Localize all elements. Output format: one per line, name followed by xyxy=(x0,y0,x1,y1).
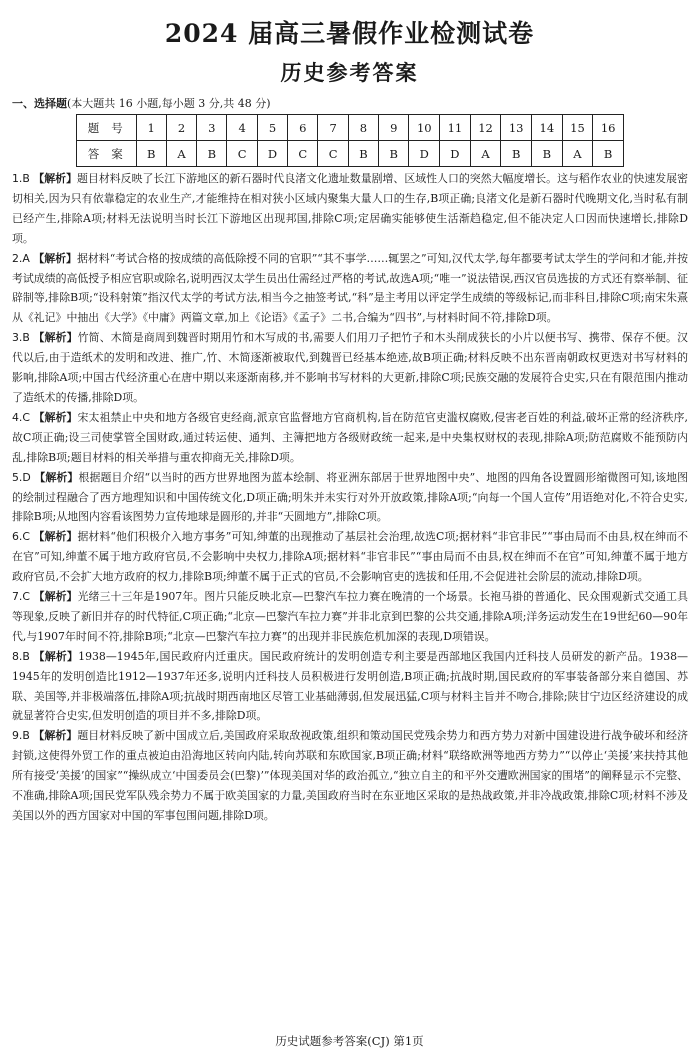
answer-cell: C xyxy=(288,141,318,167)
item-number: 3.B xyxy=(12,331,30,345)
answer-row xyxy=(77,141,624,167)
answer-cell: A xyxy=(562,141,593,167)
answer-table xyxy=(76,114,624,167)
question-number-cell: 14 xyxy=(532,115,563,141)
item-text: 题目材料反映了新中国成立后,美国政府采取敌视政策,组织和策动国民党残余势力和西方势力对新中国建设进行战争破坏和经济封锁,这使得外贸工作的重点被迫由沿海地区转向内陆,转向苏联和东欧国家,B项正确;材料“联络欧洲等地西方势力”“以停止‘美援’来扶持其他所有接受‘美援’的国家”“操纵成立‘中国委员会(巴黎)’”体现美国对华的政治孤立,“独立自主的和平外交遭欧洲国家的围堵”的阐释显示不完整、不准确,排除A项;国民党军队残余势力不属于欧美国家的力量,美国政府当时在东亚地区采取的是热战政策,并非冷战政策,排除C项;材料不涉及美国以外的西方国家对中国的军事包围问题,排除D项。 xyxy=(12,729,688,822)
question-number-cell: 4 xyxy=(227,115,257,141)
answer-cell: B xyxy=(593,141,624,167)
item-text: 题目材料反映了长江下游地区的新石器时代良渚文化遗址数量剧增、区域性人口的突然大幅度增长。这与稻作农业的快速发展密切相关,因为只有依靠稳定的农业生产,才能维持在相对狭小区域内聚集大量人口的生存,B项正确;良渚文化是新石器时代晚期文化,当时私有制已经产生,排除A项;材料无法说明当时长江下游地区出现邦国,排除C项;定居确实能够使生活渐趋稳定,但不能决定人口因而快速增长,排除D项。 xyxy=(12,172,688,245)
item-text: 宋太祖禁止中央和地方各级官吏经商,派京官监督地方官商机构,旨在防范官吏滥权腐败,侵害老百姓的利益,破坏正常的经济秩序,故C项正确;设三司使掌管全国财政,通过转运使、通判、主簿把地方各级财政统一起来,是中央集权财权的表现,排除A项;防范腐败不能预防内乱,排除B项;题目材料的相关举措与重农抑商无关,排除D项。 xyxy=(12,410,688,464)
explanation-item xyxy=(12,726,688,826)
item-number: 4.C xyxy=(12,410,30,424)
row-label-answer: 答案 xyxy=(77,141,137,167)
question-number-cell: 7 xyxy=(318,115,348,141)
item-number: 2.A xyxy=(12,251,30,265)
section-label: 一、选择题 xyxy=(12,97,67,110)
explanation-list xyxy=(12,169,688,826)
answer-cell: A xyxy=(470,141,501,167)
analysis-tag: 【解析】 xyxy=(33,649,79,663)
question-number-cell: 16 xyxy=(593,115,624,141)
page-footer: 历史试题参考答案(CJ) 第1页 xyxy=(275,1034,424,1048)
question-number-cell: 5 xyxy=(257,115,287,141)
item-text: 竹简、木简是商周到魏晋时期用竹和木写成的书,需要人们用刀子把竹子和木头削成狭长的小片以便书写、携带、保存不便。汉代以后,由于造纸术的发明和改进、推广,竹、木简逐渐被取代,到魏晋已经基本绝迹,故B项正确;材料反映不出东晋南朝政权更迭对书写材料的影响,排除A项;中国古代经济重心在唐中期以来逐渐南移,并不影响书写材料的大更新,排除C项;民族交融的发展符合史实,只在有限范围内推动了造纸术的传播,排除D项。 xyxy=(12,331,688,404)
item-text: 1938—1945年,国民政府内迁重庆。国民政府统计的发明创造专利主要是西部地区我国内迁科技人员研发的新产品。1938—1945年的发明创造比1912—1937年还多,说明内迁科技人员积极进行发明创造,B项正确;抗战时期,国民政府的军事装备部分来自德国、苏联、美国等,并非极端落伍,排除A项;抗战时期西南地区尽管工业基础薄弱,但发展迅猛,C项与材料主旨并不吻合,排除;陕甘宁边区经济建设的成就显著符合史实,但发明创造的项目并不多,排除D项。 xyxy=(12,649,688,723)
question-number-cell: 15 xyxy=(562,115,593,141)
item-number: 1.B xyxy=(12,172,30,185)
question-number-cell: 6 xyxy=(288,115,318,141)
item-number: 9.B xyxy=(12,729,30,743)
answer-cell: D xyxy=(409,141,440,167)
analysis-tag: 【解析】 xyxy=(33,251,77,265)
explanation-item xyxy=(12,249,688,329)
item-number: 7.C xyxy=(12,590,30,604)
item-number: 6.C xyxy=(12,530,30,544)
answer-cell: B xyxy=(532,141,563,167)
answer-cell: D xyxy=(440,141,471,167)
answer-cell: A xyxy=(166,141,196,167)
question-number-cell: 8 xyxy=(348,115,378,141)
answer-cell: D xyxy=(257,141,287,167)
question-number-cell: 2 xyxy=(166,115,196,141)
explanation-item xyxy=(12,169,688,249)
analysis-tag: 【解析】 xyxy=(33,530,78,544)
item-number: 5.D xyxy=(12,470,31,484)
question-number-cell: 11 xyxy=(440,115,471,141)
analysis-tag: 【解析】 xyxy=(33,172,78,185)
page-title: 2024 届高三暑假作业检测试卷 xyxy=(164,19,535,48)
question-number-cell: 9 xyxy=(379,115,409,141)
item-text: 据材料“他们积极介入地方事务”可知,绅董的出现推动了基层社会治理,故选C项;据材料“非官非民”“事由局而不由县,权在绅而不在官”可知,绅董不属于地方政府官员,不会影响中央权力,排除A项;据材料“非官非民”“事由局而不由县,权在绅而不在官”可知,绅董不属于地方政府官员,不会扩大地方政府的权力,排除B项;绅董不属于正式的官员,不会影响官吏的选拔和任用,不会促进社会阶层的流动,排除D项。 xyxy=(12,530,688,584)
answer-cell: C xyxy=(227,141,257,167)
answer-cell: B xyxy=(501,141,532,167)
item-text: 根据题目介绍“以当时的西方世界地图为蓝本绘制、将亚洲东部居于世界地图中央”、地图的四角各设置圆形缩微图可知,该地图的绘制过程融合了西方地理知识和中国传统文化,D项正确;明朱并未实行对外开放政策,排除A项;“向每一个国人宣传”用语绝对化,不符合史实,排除B项;从地图内容看该图势力宣传地球是圆形的,并非“天圆地方”,排除C项。 xyxy=(12,470,688,524)
analysis-tag: 【解析】 xyxy=(33,590,78,604)
row-label-number: 题号 xyxy=(77,115,137,141)
question-number-cell: 1 xyxy=(136,115,166,141)
item-text: 据材料“考试合格的按成绩的高低除授不同的官职”“其不事学……辄罢之”可知,汉代太学,每年都要考试太学生的学问和才能,并按考试成绩的高低授予相应官职或除名,说明西汉太学生员出仕需经过严格的考试,故选A项;“唯一”说法错误,西汉官员选拔的方式还有察举制、征辟制等,排除B项;“设科射策”指汉代太学的考试方法,相当今之抽签考试,“科”是主考用以评定学生成绩的等级标记,而非科目,排除C项;南宋朱熹从《礼记》中抽出《大学》《中庸》两篇文章,加上《论语》《孟子》二书,合编为“四书”,与材料时间不符,排除D项。 xyxy=(12,251,688,325)
question-number-cell: 12 xyxy=(470,115,501,141)
question-number-cell: 10 xyxy=(409,115,440,141)
explanation-item xyxy=(12,587,688,647)
explanation-item xyxy=(12,647,688,727)
question-number-row xyxy=(77,115,624,141)
item-text: 光绪三十三年是1907年。图片只能反映北京—巴黎汽车拉力赛在晚清的一个场景。长袍马褂的普通化、民众围观新式交通工具等现象,反映了新旧并存的时代特征,C项正确;“北京—巴黎汽车拉力赛”并非北京到巴黎的公共交通,排除A项;洋务运动发生在19世纪60—90年代,与1907年时间不符,排除B项;“北京—巴黎汽车拉力赛”的出现并非民族危机加深的表现,D项错误。 xyxy=(12,590,688,643)
question-number-cell: 3 xyxy=(197,115,227,141)
section-heading xyxy=(12,95,271,111)
analysis-tag: 【解析】 xyxy=(33,729,78,743)
analysis-tag: 【解析】 xyxy=(34,470,79,484)
explanation-item xyxy=(12,527,688,587)
answer-cell: B xyxy=(197,141,227,167)
page-subtitle: 历史参考答案 xyxy=(280,60,419,85)
answer-cell: C xyxy=(318,141,348,167)
analysis-tag: 【解析】 xyxy=(33,410,78,424)
explanation-item xyxy=(12,408,688,468)
explanation-item xyxy=(12,328,688,408)
section-note: (本大题共 16 小题,每小题 3 分,共 48 分) xyxy=(67,97,271,110)
item-number: 8.B xyxy=(12,649,30,663)
answer-cell: B xyxy=(348,141,378,167)
answer-cell: B xyxy=(136,141,166,167)
answer-cell: B xyxy=(379,141,409,167)
analysis-tag: 【解析】 xyxy=(33,331,78,345)
explanation-item xyxy=(12,468,688,528)
question-number-cell: 13 xyxy=(501,115,532,141)
